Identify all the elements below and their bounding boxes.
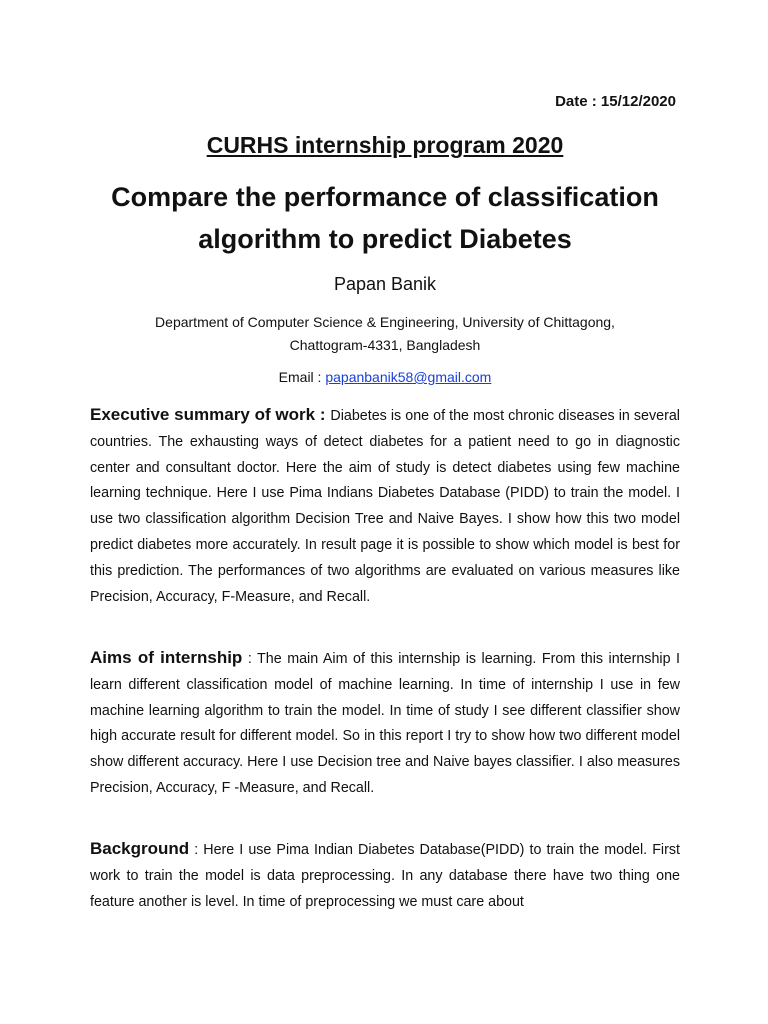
aims-section [90, 645, 680, 802]
background-section [90, 836, 680, 915]
executive-summary-text: Diabetes is one of the most chronic diseases in several countries. The exhausting ways of detect diabetes for a patient need to go in diagnostic center and consultant doctor. Here the aim of study is detect diabetes using few machine learning technique. Here I use Pima Indians Diabetes Database (PIDD) to train the model. I use two classification algorithm Decision Tree and Naive Bayes. I show how this two model predict diabetes more accurately. In result page it is possible to show which model is best for this prediction. The performances of two algorithms are evaluated on various measures like Precision, Accuracy, F-Measure, and Recall. [90, 408, 680, 605]
title-line-2: algorithm to predict Diabetes [198, 224, 572, 254]
document-title [70, 176, 700, 260]
aims-text: : The main Aim of this internship is learning. From this internship I learn different classification model of machine learning. In time of internship I use in few machine learning algorithm to train the model. In time of study I see different classifier show high accurate result for different model. So in this report I try to show how two different model show different accuracy. Here I use Decision tree and Naive bayes classifier. I also measures Precision, Accuracy, F -Measure, and Recall. [90, 651, 681, 796]
department-affiliation [80, 311, 690, 357]
title-line-1: Compare the performance of classification [111, 182, 659, 212]
aims-heading: Aims of internship [90, 648, 243, 667]
executive-summary-heading: Executive summary of work : [90, 405, 331, 424]
author-name: Papan Banik [333, 274, 437, 294]
program-heading: CURHS internship program 2020 [206, 132, 564, 158]
document-page [90, 0, 680, 1024]
email-line [90, 369, 680, 385]
email-label: Email : [278, 369, 326, 385]
background-heading: Background [90, 839, 190, 858]
executive-summary-section [90, 402, 680, 610]
email-link[interactable]: papanbanik58@gmail.com [325, 369, 492, 385]
background-text: : Here I use Pima Indian Diabetes Database(PIDD) to train the model. First work to train the model is data preprocessing. In any database there have two thing one feature another is level. In time of preprocessing we must care about [90, 842, 680, 910]
department-line-1: Department of Computer Science & Engineering, University of Chittagong, [155, 314, 615, 330]
department-line-2: Chattogram-4331, Bangladesh [289, 337, 481, 353]
date-line: Date : 15/12/2020 [555, 93, 676, 110]
